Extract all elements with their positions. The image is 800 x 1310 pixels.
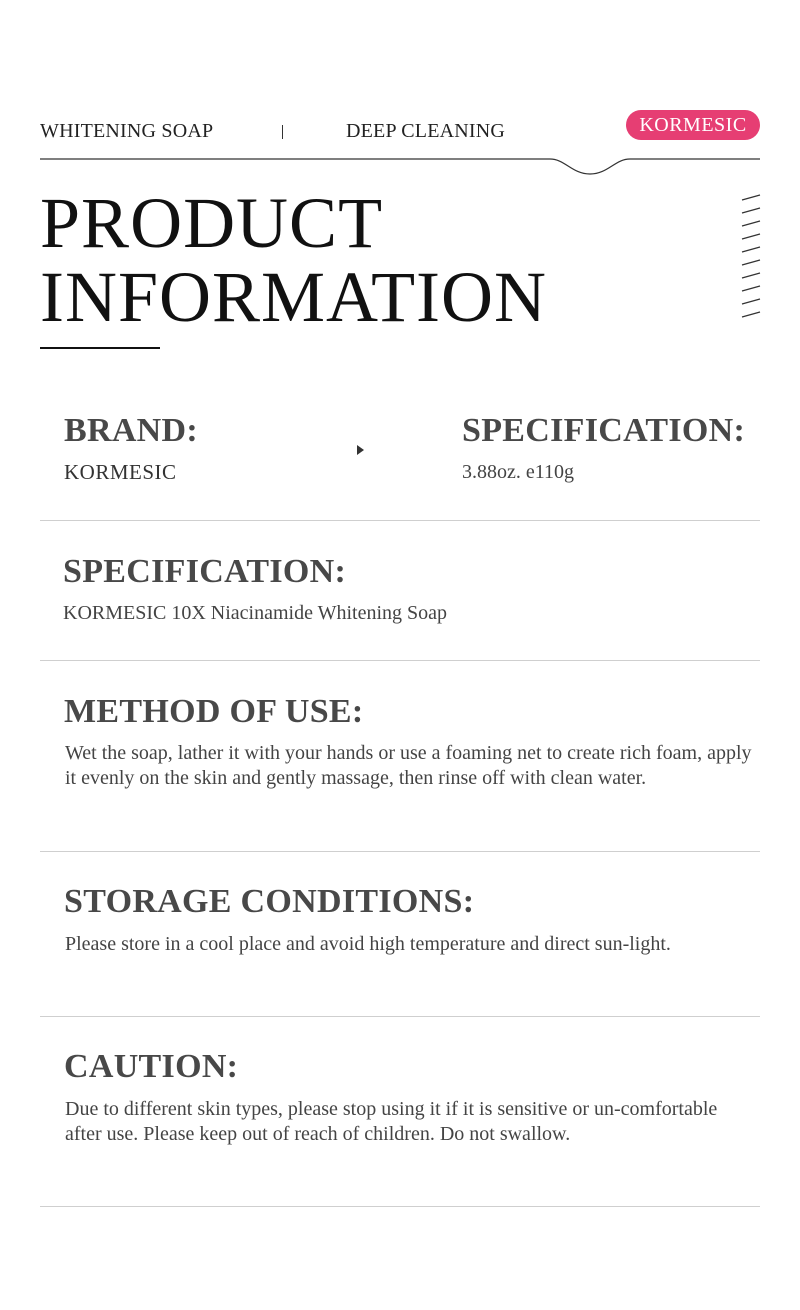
method-heading: METHOD OF USE: [64, 693, 364, 730]
section-divider [40, 1016, 760, 1017]
title-underline [40, 347, 160, 349]
storage-text: Please store in a cool place and avoid high temperature and direct sun-light. [65, 933, 671, 955]
header-tag-whitening: WHITENING SOAP [40, 120, 214, 142]
header-separator [282, 125, 283, 139]
brand-logo: KORMESIC [64, 460, 177, 484]
caution-heading: CAUTION: [64, 1048, 239, 1085]
section-divider [40, 851, 760, 852]
caution-text: Due to different skin types, please stop using it if it is sensitive or un-comfortable after use. Please keep out of reach of children. Do not swallow. [65, 1098, 718, 1145]
brand-heading: BRAND: [64, 412, 199, 449]
spec-name-heading: SPECIFICATION: [63, 553, 347, 590]
brand-badge: KORMESIC [626, 110, 760, 140]
spec-name-value: KORMESIC 10X Niacinamide Whitening Soap [63, 602, 448, 624]
header-tag-deep-cleaning: DEEP CLEANING [346, 120, 506, 142]
page-title-line1: PRODUCT [40, 183, 384, 263]
page-title-line2: INFORMATION [40, 257, 548, 337]
header-curve-line [0, 150, 800, 180]
section-divider [40, 520, 760, 521]
hatch-decoration-icon [740, 192, 762, 322]
arrow-right-icon [357, 445, 364, 455]
spec-weight-value: 3.88oz. e110g [462, 461, 575, 483]
storage-heading: STORAGE CONDITIONS: [64, 883, 475, 920]
section-divider [40, 660, 760, 661]
spec-weight-heading: SPECIFICATION: [462, 412, 746, 449]
method-text: Wet the soap, lather it with your hands or use a foaming net to create rich foam, apply it evenly on the skin and gently massage, then rinse off with clean water. [65, 742, 752, 789]
section-divider [40, 1206, 760, 1207]
